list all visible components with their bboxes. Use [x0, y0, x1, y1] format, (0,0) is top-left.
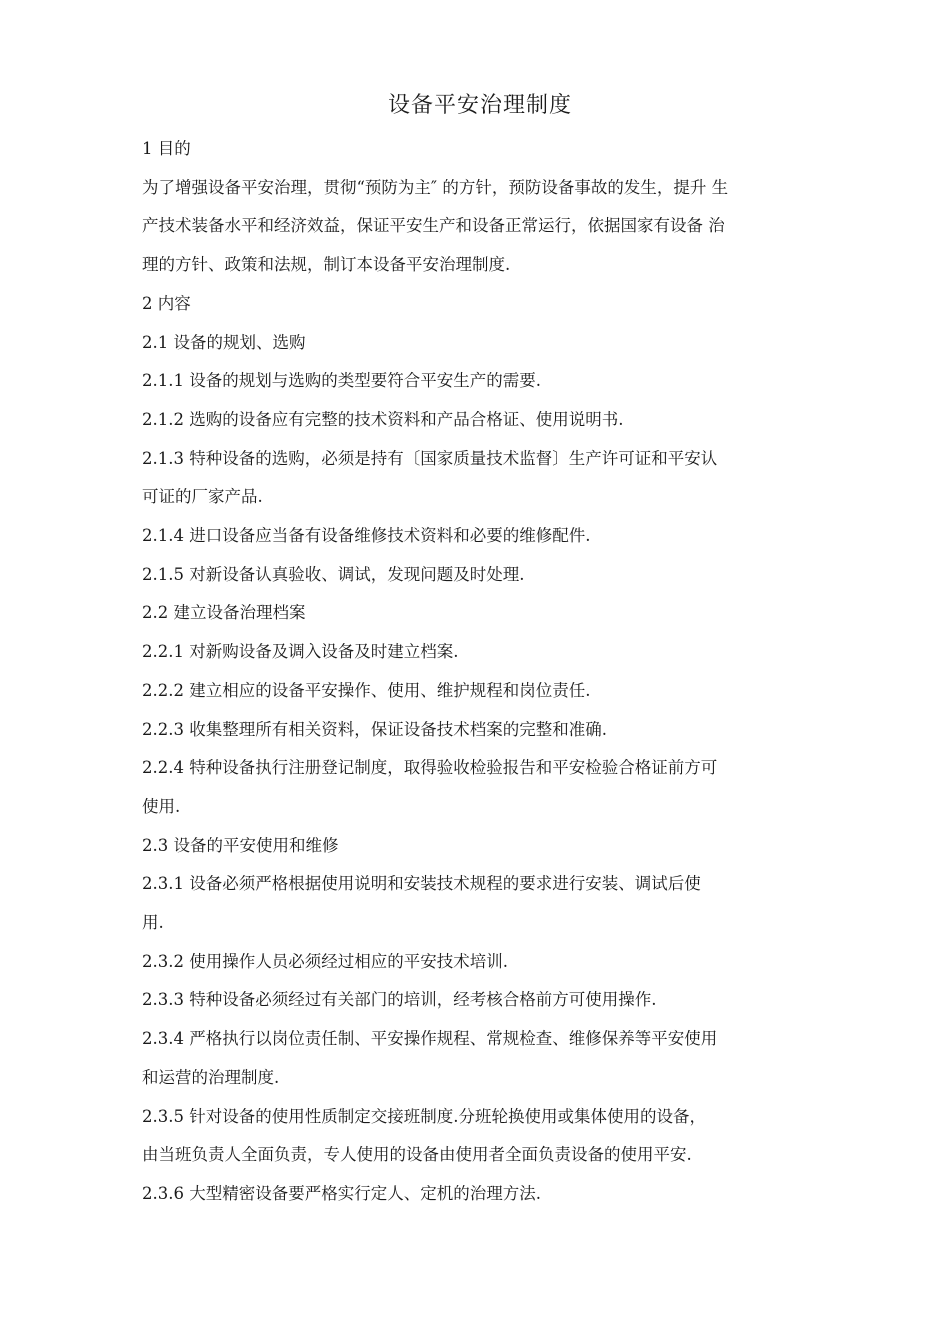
clause-line: 2.2.3 收集整理所有相关资料，保证设备技术档案的完整和准确. [142, 719, 607, 739]
section-heading-purpose: 1 目的 [142, 139, 191, 158]
document-body [142, 130, 818, 1214]
clause-line: 2.3.6 大型精密设备要严格实行定人、定机的治理方法. [142, 1183, 541, 1203]
document-title: 设备平安治理制度 [387, 93, 572, 118]
clause-line: 2.3.1 设备必须严格根据使用说明和安装技术规程的要求进行安装、调试后使 [142, 874, 701, 894]
subsection-heading: 2.3 设备的平安使用和维修 [142, 835, 339, 855]
clause-line: 2.1.2 选购的设备应有完整的技术资料和产品合格证、使用说明书. [142, 409, 624, 429]
clause-line: 2.2.4 特种设备执行注册登记制度，取得验收检验报告和平安检验合格证前方可 [142, 758, 718, 778]
clause-line: 和运营的治理制度. [142, 1067, 280, 1087]
clause-line: 2.2.1 对新购设备及调入设备及时建立档案. [142, 642, 459, 662]
section-heading-content: 2 内容 [142, 293, 191, 313]
paragraph-line: 为了增强设备平安治理，贯彻“预防为主″ 的方针，预防设备事故的发生，提升 生 [142, 177, 729, 197]
clause-line: 2.2.2 建立相应的设备平安操作、使用、维护规程和岗位责任. [142, 680, 591, 700]
clause-line: 2.3.4 严格执行以岗位责任制、平安操作规程、常规检查、维修保养等平安使用 [142, 1029, 718, 1049]
clause-line: 可证的厂家产品. [142, 487, 263, 507]
clause-line: 2.3.3 特种设备必须经过有关部门的培训，经考核合格前方可使用操作. [142, 990, 657, 1010]
clause-line: 由当班负责人全面负责，专人使用的设备由使用者全面负责设备的使用平安. [142, 1145, 692, 1165]
clause-line: 2.1.4 进口设备应当备有设备维修技术资料和必要的维修配件. [142, 526, 591, 546]
clause-line: 2.3.5 针对设备的使用性质制定交接班制度.分班轮换使用或集体使用的设备， [142, 1106, 706, 1126]
subsection-heading: 2.2 建立设备治理档案 [142, 603, 306, 623]
paragraph-line: 产技术装备水平和经济效益，保证平安生产和设备正常运行，依据国家有设备 治 [142, 216, 725, 236]
clause-line: 使用. [142, 796, 181, 816]
clause-line: 2.1.1 设备的规划与选购的类型要符合平安生产的需要. [142, 371, 541, 391]
clause-line: 用. [142, 913, 164, 933]
subsection-heading: 2.1 设备的规划、选购 [142, 332, 306, 352]
clause-line: 2.3.2 使用操作人员必须经过相应的平安技术培训. [142, 951, 508, 971]
clause-line: 2.1.3 特种设备的选购，必须是持有〔国家质量技术监督〕生产许可证和平安认 [142, 448, 718, 468]
clause-line: 2.1.5 对新设备认真验收、调试，发现问题及时处理. [142, 564, 525, 584]
document-page [142, 86, 818, 1214]
paragraph-line: 理的方针、政策和法规，制订本设备平安治理制度. [142, 255, 511, 275]
